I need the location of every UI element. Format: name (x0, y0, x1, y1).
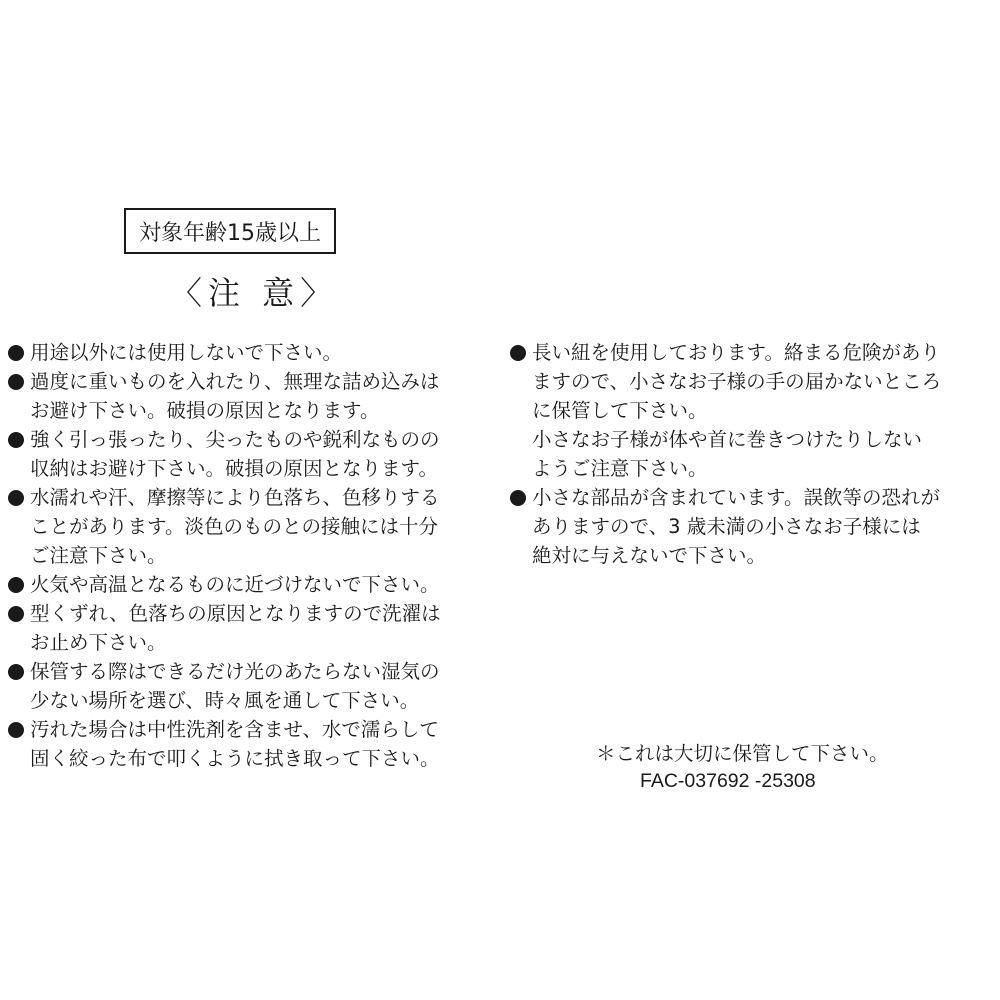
caution-item (8, 599, 496, 657)
caution-item (8, 367, 496, 425)
caution-line: 火気や高温となるものに近づけないで下さい。 (30, 573, 440, 596)
caution-item (8, 657, 496, 715)
bullet-icon (8, 345, 24, 361)
bullet-icon (8, 664, 24, 680)
bullet-icon (8, 374, 24, 390)
caution-line: 型くずれ、色落ちの原因となりますので洗濯は (30, 602, 441, 625)
caution-item (8, 338, 496, 367)
bullet-icon (8, 606, 24, 622)
age-rating-label: 対象年齢15歳以上 (139, 220, 321, 246)
caution-item (510, 483, 994, 570)
product-code: FAC-037692 -25308 (640, 770, 816, 792)
bullet-icon (8, 722, 24, 738)
caution-line: 強く引っ張ったり、尖ったものや鋭利なものの (30, 428, 440, 451)
caution-list-left (8, 338, 496, 773)
bullet-icon (8, 490, 24, 506)
age-rating-box (124, 208, 336, 254)
caution-line: 用途以外には使用しないで下さい。 (30, 341, 343, 364)
caution-line: 保管する際はできるだけ光のあたらない湿気の (30, 660, 440, 683)
caution-title: 〈注 意〉 (170, 274, 339, 312)
caution-line: お避け下さい。破損の原因となります。 (30, 399, 380, 422)
bullet-icon (510, 345, 526, 361)
bullet-icon (8, 432, 24, 448)
caution-item (8, 425, 496, 483)
caution-line: ことがあります。淡色のものとの接触には十分 (30, 515, 438, 538)
caution-line: 長い紐を使用しております。絡まる危険があり (532, 341, 940, 364)
caution-line: 小さなお子様が体や首に巻きつけたりしない (532, 428, 923, 451)
bullet-icon (8, 577, 24, 593)
caution-line: お止め下さい。 (30, 631, 167, 654)
bullet-icon (510, 490, 526, 506)
caution-line: 過度に重いものを入れたり、無理な詰め込みは (30, 370, 440, 393)
caution-line: 固く絞った布で叩くように拭き取って下さい。 (30, 747, 440, 770)
caution-item (8, 570, 496, 599)
caution-line: ご注意下さい。 (30, 544, 167, 567)
keep-notice: ＊これは大切に保管して下さい。 (596, 742, 889, 765)
caution-item (8, 483, 496, 570)
caution-line: に保管して下さい。 (532, 399, 708, 422)
caution-line: 絶対に与えないで下さい。 (532, 544, 767, 567)
caution-line: 小さな部品が含まれています。誤飲等の恐れが (532, 486, 940, 509)
caution-list-right (510, 338, 994, 570)
caution-item (8, 715, 496, 773)
caution-line: 水濡れや汗、摩擦等により色落ち、色移りする (30, 486, 440, 509)
caution-line: 収納はお避け下さい。破損の原因となります。 (30, 457, 438, 480)
caution-line: ありますので、3 歳未満の小さなお子様には (532, 515, 921, 538)
caution-item (510, 338, 994, 483)
caution-line: ようご注意下さい。 (532, 457, 708, 480)
caution-line: ますので、小さなお子様の手の届かないところ (532, 370, 942, 393)
caution-line: 汚れた場合は中性洗剤を含ませ、水で濡らして (30, 718, 439, 741)
caution-line: 少ない場所を選び、時々風を通して下さい。 (30, 689, 420, 712)
